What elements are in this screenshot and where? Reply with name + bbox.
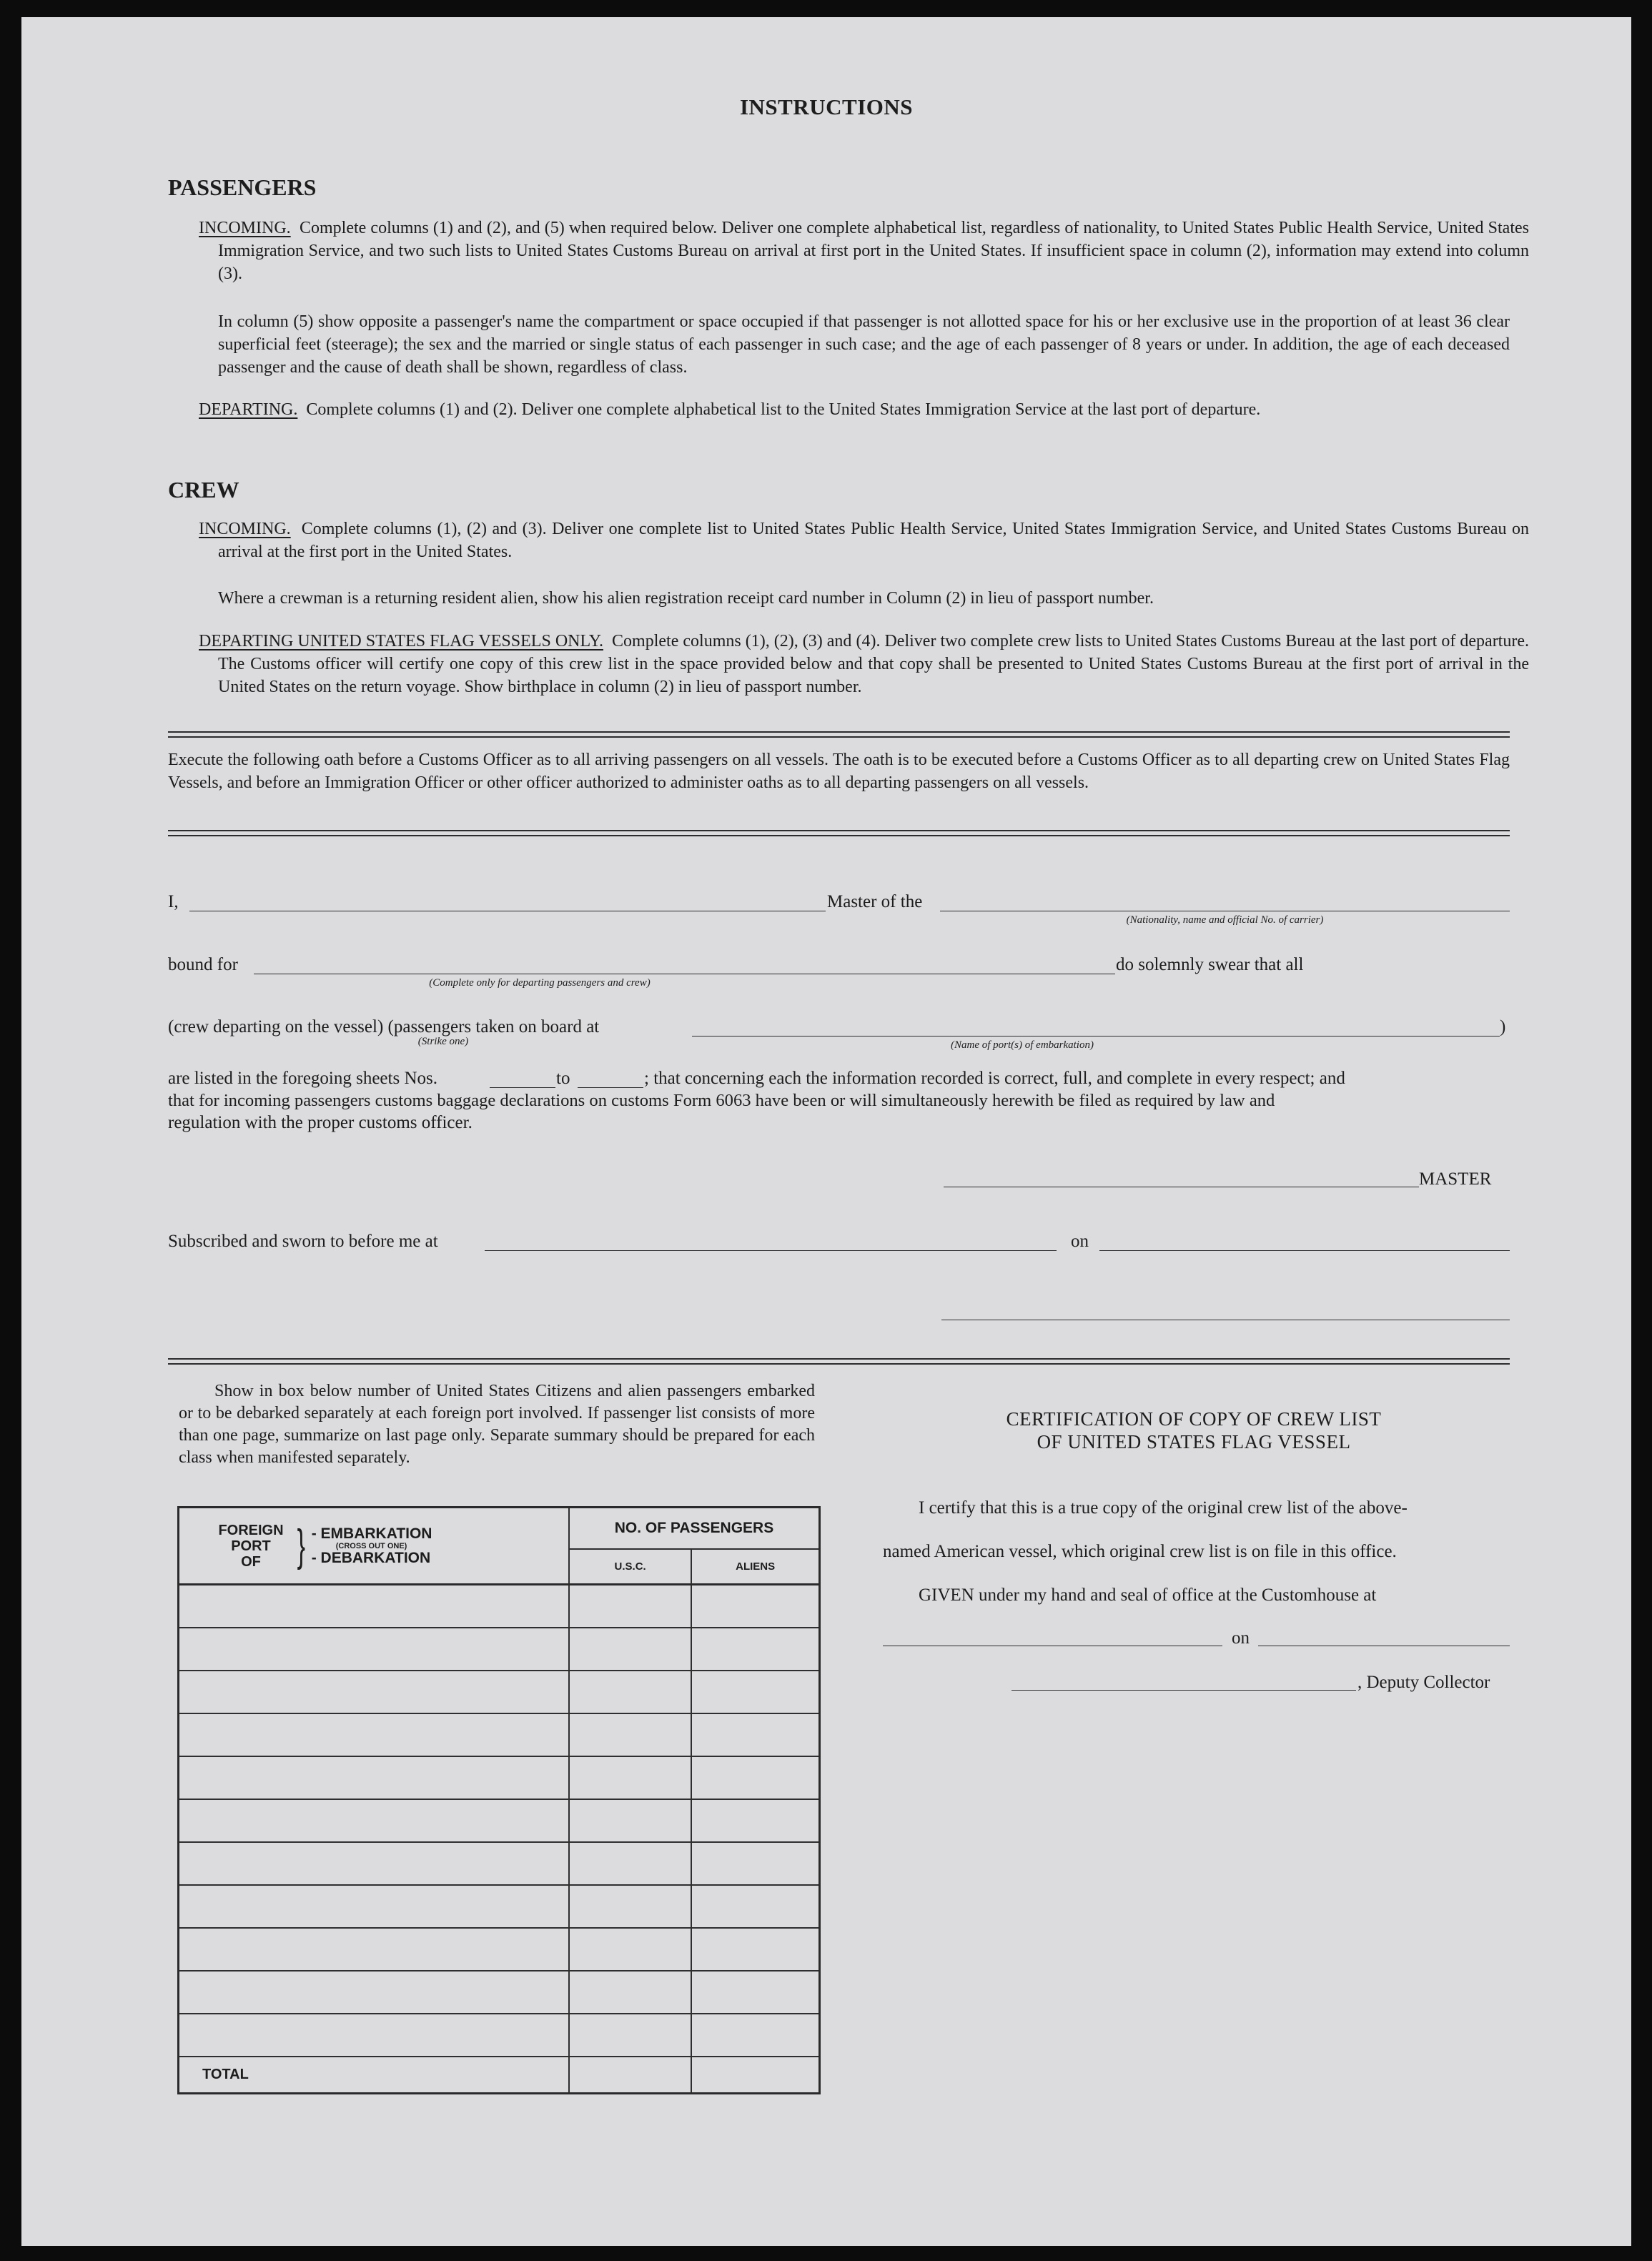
passengers-column5-paragraph: In column (5) show opposite a passenger's name the compartment or space occupied if that passenger is not allotted space for his or her exclusive use in the proportion of at least 36 clear superficial feet (steerage); the sex and the married or single status of each passenger in such case; and the age of each passenger of 8 years or under. In addition, the age of each deceased passenger and the cause of death shall be shown, regardless of class. — [218, 312, 1510, 377]
solemnly-swear-text: do solemnly swear that all — [1116, 955, 1304, 974]
double-rule — [168, 1358, 1510, 1365]
master-of-the-label: Master of the — [827, 892, 923, 911]
usc-cell[interactable] — [569, 1671, 691, 1713]
table-row — [179, 1756, 820, 1799]
double-rule — [168, 731, 1510, 738]
embarkation-label: - EMBARKATION — [311, 1525, 432, 1542]
port-label: PORT — [231, 1538, 271, 1554]
summary-instructions — [179, 1380, 815, 1469]
table-row — [179, 1885, 820, 1928]
table-row — [179, 1671, 820, 1713]
certification-title — [879, 1407, 1508, 1453]
debarkation-label: - DEBARKATION — [311, 1549, 431, 1566]
aliens-cell[interactable] — [691, 1799, 819, 1842]
deputy-collector-label: , Deputy Collector — [1357, 1673, 1490, 1692]
statement-line-2: that for incoming passengers customs baggage declarations on customs Form 6063 have been or will simultaneously herewith be filed as required by law and — [168, 1091, 1275, 1110]
table-row — [179, 1971, 820, 2014]
crew-resident-paragraph: Where a crewman is a returning resident alien, show his alien registration receipt card number in Column (2) in lieu of passport number. — [218, 589, 1154, 608]
aliens-cell[interactable] — [691, 1928, 819, 1971]
certification-title-line-1: CERTIFICATION OF COPY OF CREW LIST — [1006, 1408, 1382, 1430]
foreign-label: FOREIGN — [218, 1522, 284, 1538]
crew-incoming-paragraph — [199, 518, 1529, 563]
sheet-from-line[interactable] — [490, 1087, 555, 1088]
usc-cell[interactable] — [569, 1928, 691, 1971]
certification-title-line-2: OF UNITED STATES FLAG VESSEL — [1037, 1431, 1351, 1453]
name-of-ports-caption: (Name of port(s) of embarkation) — [951, 1039, 1094, 1051]
deputy-signature-line[interactable] — [1012, 1690, 1356, 1691]
double-rule — [168, 830, 1510, 836]
port-cell[interactable] — [179, 1585, 570, 1628]
usc-cell[interactable] — [569, 1585, 691, 1628]
oath-i-label: I, — [168, 892, 179, 911]
subscribed-date-line[interactable] — [1099, 1250, 1510, 1251]
sheet-to-line[interactable] — [578, 1087, 643, 1088]
passengers-incoming-label: INCOMING. — [199, 219, 291, 237]
passengers-incoming-text: Complete columns (1) and (2), and (5) when required below. Deliver one complete alphabetical list, regardless of nationality, to United States Public Health Service, United States Immigration Service, and two such lists to United States Customs Bureau on arrival at first port in the United States. If insufficient space in column (2), information may extend into column (3). — [218, 219, 1529, 283]
are-listed-text: are listed in the foregoing sheets Nos. — [168, 1069, 437, 1088]
aliens-cell[interactable] — [691, 1885, 819, 1928]
port-cell[interactable] — [179, 1713, 570, 1756]
passengers-departing-paragraph — [199, 398, 1529, 421]
passengers-departing-text: Complete columns (1) and (2). Deliver one complete alphabetical list to the United States Immigration Service at the last port of departure. — [306, 400, 1261, 419]
usc-cell[interactable] — [569, 1628, 691, 1671]
aliens-cell[interactable] — [691, 1713, 819, 1756]
port-cell[interactable] — [179, 1756, 570, 1799]
crew-departing-label: DEPARTING UNITED STATES FLAG VESSELS ONLY. — [199, 632, 603, 650]
subscribed-place-line[interactable] — [485, 1250, 1057, 1251]
given-text: GIVEN under my hand and seal of office at the Customhouse at — [919, 1585, 1377, 1605]
port-cell[interactable] — [179, 1671, 570, 1713]
usc-cell[interactable] — [569, 2014, 691, 2057]
oath-intro: Execute the following oath before a Customs Officer as to all arriving passengers on all vessels. The oath is to be executed before a Customs Officer as to all departing crew on United States Flag Vessels, and before an Immigration Officer or other officer authorized to administer oaths as to all departing passengers on all vessels. — [168, 751, 1510, 792]
port-header-cell — [179, 1508, 570, 1585]
brace-icon: } — [297, 1520, 306, 1570]
aliens-header: ALIENS — [691, 1549, 819, 1585]
ports-embarkation-line[interactable] — [692, 1036, 1500, 1037]
table-row — [179, 1799, 820, 1842]
port-cell[interactable] — [179, 1628, 570, 1671]
table-row — [179, 2014, 820, 2057]
port-cell[interactable] — [179, 2014, 570, 2057]
aliens-cell[interactable] — [691, 1585, 819, 1628]
document-page — [21, 17, 1631, 2246]
passenger-summary-table — [177, 1506, 821, 2094]
certify-line-2: named American vessel, which original crew list is on file in this office. — [883, 1542, 1397, 1561]
aliens-cell[interactable] — [691, 1842, 819, 1885]
of-label: OF — [241, 1553, 261, 1570]
aliens-cell[interactable] — [691, 2014, 819, 2057]
aliens-cell[interactable] — [691, 1628, 819, 1671]
no-of-passengers-header: NO. OF PASSENGERS — [569, 1508, 820, 1549]
usc-cell[interactable] — [569, 1713, 691, 1756]
crew-heading: CREW — [168, 477, 239, 503]
port-cell[interactable] — [179, 1971, 570, 2014]
port-cell[interactable] — [179, 1885, 570, 1928]
strike-one-caption: (Strike one) — [417, 1036, 469, 1047]
complete-only-caption: (Complete only for departing passengers and crew) — [429, 977, 651, 989]
bound-for-label: bound for — [168, 955, 238, 974]
crew-incoming-label: INCOMING. — [199, 520, 291, 538]
master-label: MASTER — [1419, 1169, 1492, 1189]
usc-cell[interactable] — [569, 1756, 691, 1799]
close-paren: ) — [1500, 1017, 1506, 1037]
passengers-incoming-paragraph — [199, 217, 1529, 285]
usc-cell[interactable] — [569, 1971, 691, 2014]
cross-out-one-label: (CROSS OUT ONE) — [335, 1541, 407, 1550]
table-row — [179, 1842, 820, 1885]
statement-line-1: ; that concerning each the information recorded is correct, full, and complete in every respect; and — [644, 1069, 1345, 1088]
aliens-cell[interactable] — [691, 1671, 819, 1713]
nationality-caption: (Nationality, name and official No. of carrier) — [1126, 914, 1324, 926]
page-title: INSTRUCTIONS — [739, 94, 913, 119]
on-label: on — [1071, 1232, 1089, 1251]
statement-line-3: regulation with the proper customs officer. — [168, 1113, 473, 1132]
crew-incoming-text: Complete columns (1), (2) and (3). Deliver one complete list to United States Public Health Service, United States Immigration Service, and United States Customs Bureau on arrival at the first port in the United States. — [218, 520, 1529, 561]
crew-departing-paragraph — [199, 630, 1529, 698]
cert-on-label: on — [1232, 1628, 1250, 1648]
summary-instructions-text: Show in box below number of United States Citizens and alien passengers embarked or to be debarked separately at each foreign port involved. If passenger list consists of more than one page, summarize on last page only. Separate summary should be prepared for each class when manifested separately. — [179, 1382, 815, 1467]
aliens-cell[interactable] — [691, 1971, 819, 2014]
table-row — [179, 1628, 820, 1671]
aliens-cell[interactable] — [691, 1756, 819, 1799]
to-text: to — [556, 1069, 570, 1088]
table-row — [179, 1585, 820, 1628]
port-cell[interactable] — [179, 1842, 570, 1885]
passengers-heading: PASSENGERS — [168, 174, 317, 200]
certify-line-1: I certify that this is a true copy of the original crew list of the above- — [919, 1498, 1408, 1518]
table-row — [179, 1928, 820, 1971]
table-row — [179, 1713, 820, 1756]
crew-departing-text: (crew departing on the vessel) (passengers taken on board at — [168, 1017, 600, 1037]
usc-cell[interactable] — [569, 1842, 691, 1885]
port-cell[interactable] — [179, 1799, 570, 1842]
subscribed-text: Subscribed and sworn to before me at — [168, 1232, 438, 1251]
usc-cell[interactable] — [569, 1799, 691, 1842]
total-usc-cell[interactable] — [569, 2057, 691, 2094]
passengers-departing-label: DEPARTING. — [199, 400, 298, 419]
usc-cell[interactable] — [569, 1885, 691, 1928]
crew-departing-text: Complete columns (1), (2), (3) and (4). Deliver two complete crew lists to United States Customs Bureau at the last port of departure. The Customs officer will certify one copy of this crew list in the space provided below and that copy shall be presented to United States Customs Bureau at the first port of arrival in the United States on the return voyage. Show birthplace in column (2) in lieu of passport number. — [218, 632, 1529, 696]
total-label: TOTAL — [179, 2057, 570, 2094]
usc-header: U.S.C. — [569, 1549, 691, 1585]
port-cell[interactable] — [179, 1928, 570, 1971]
total-aliens-cell[interactable] — [691, 2057, 819, 2094]
